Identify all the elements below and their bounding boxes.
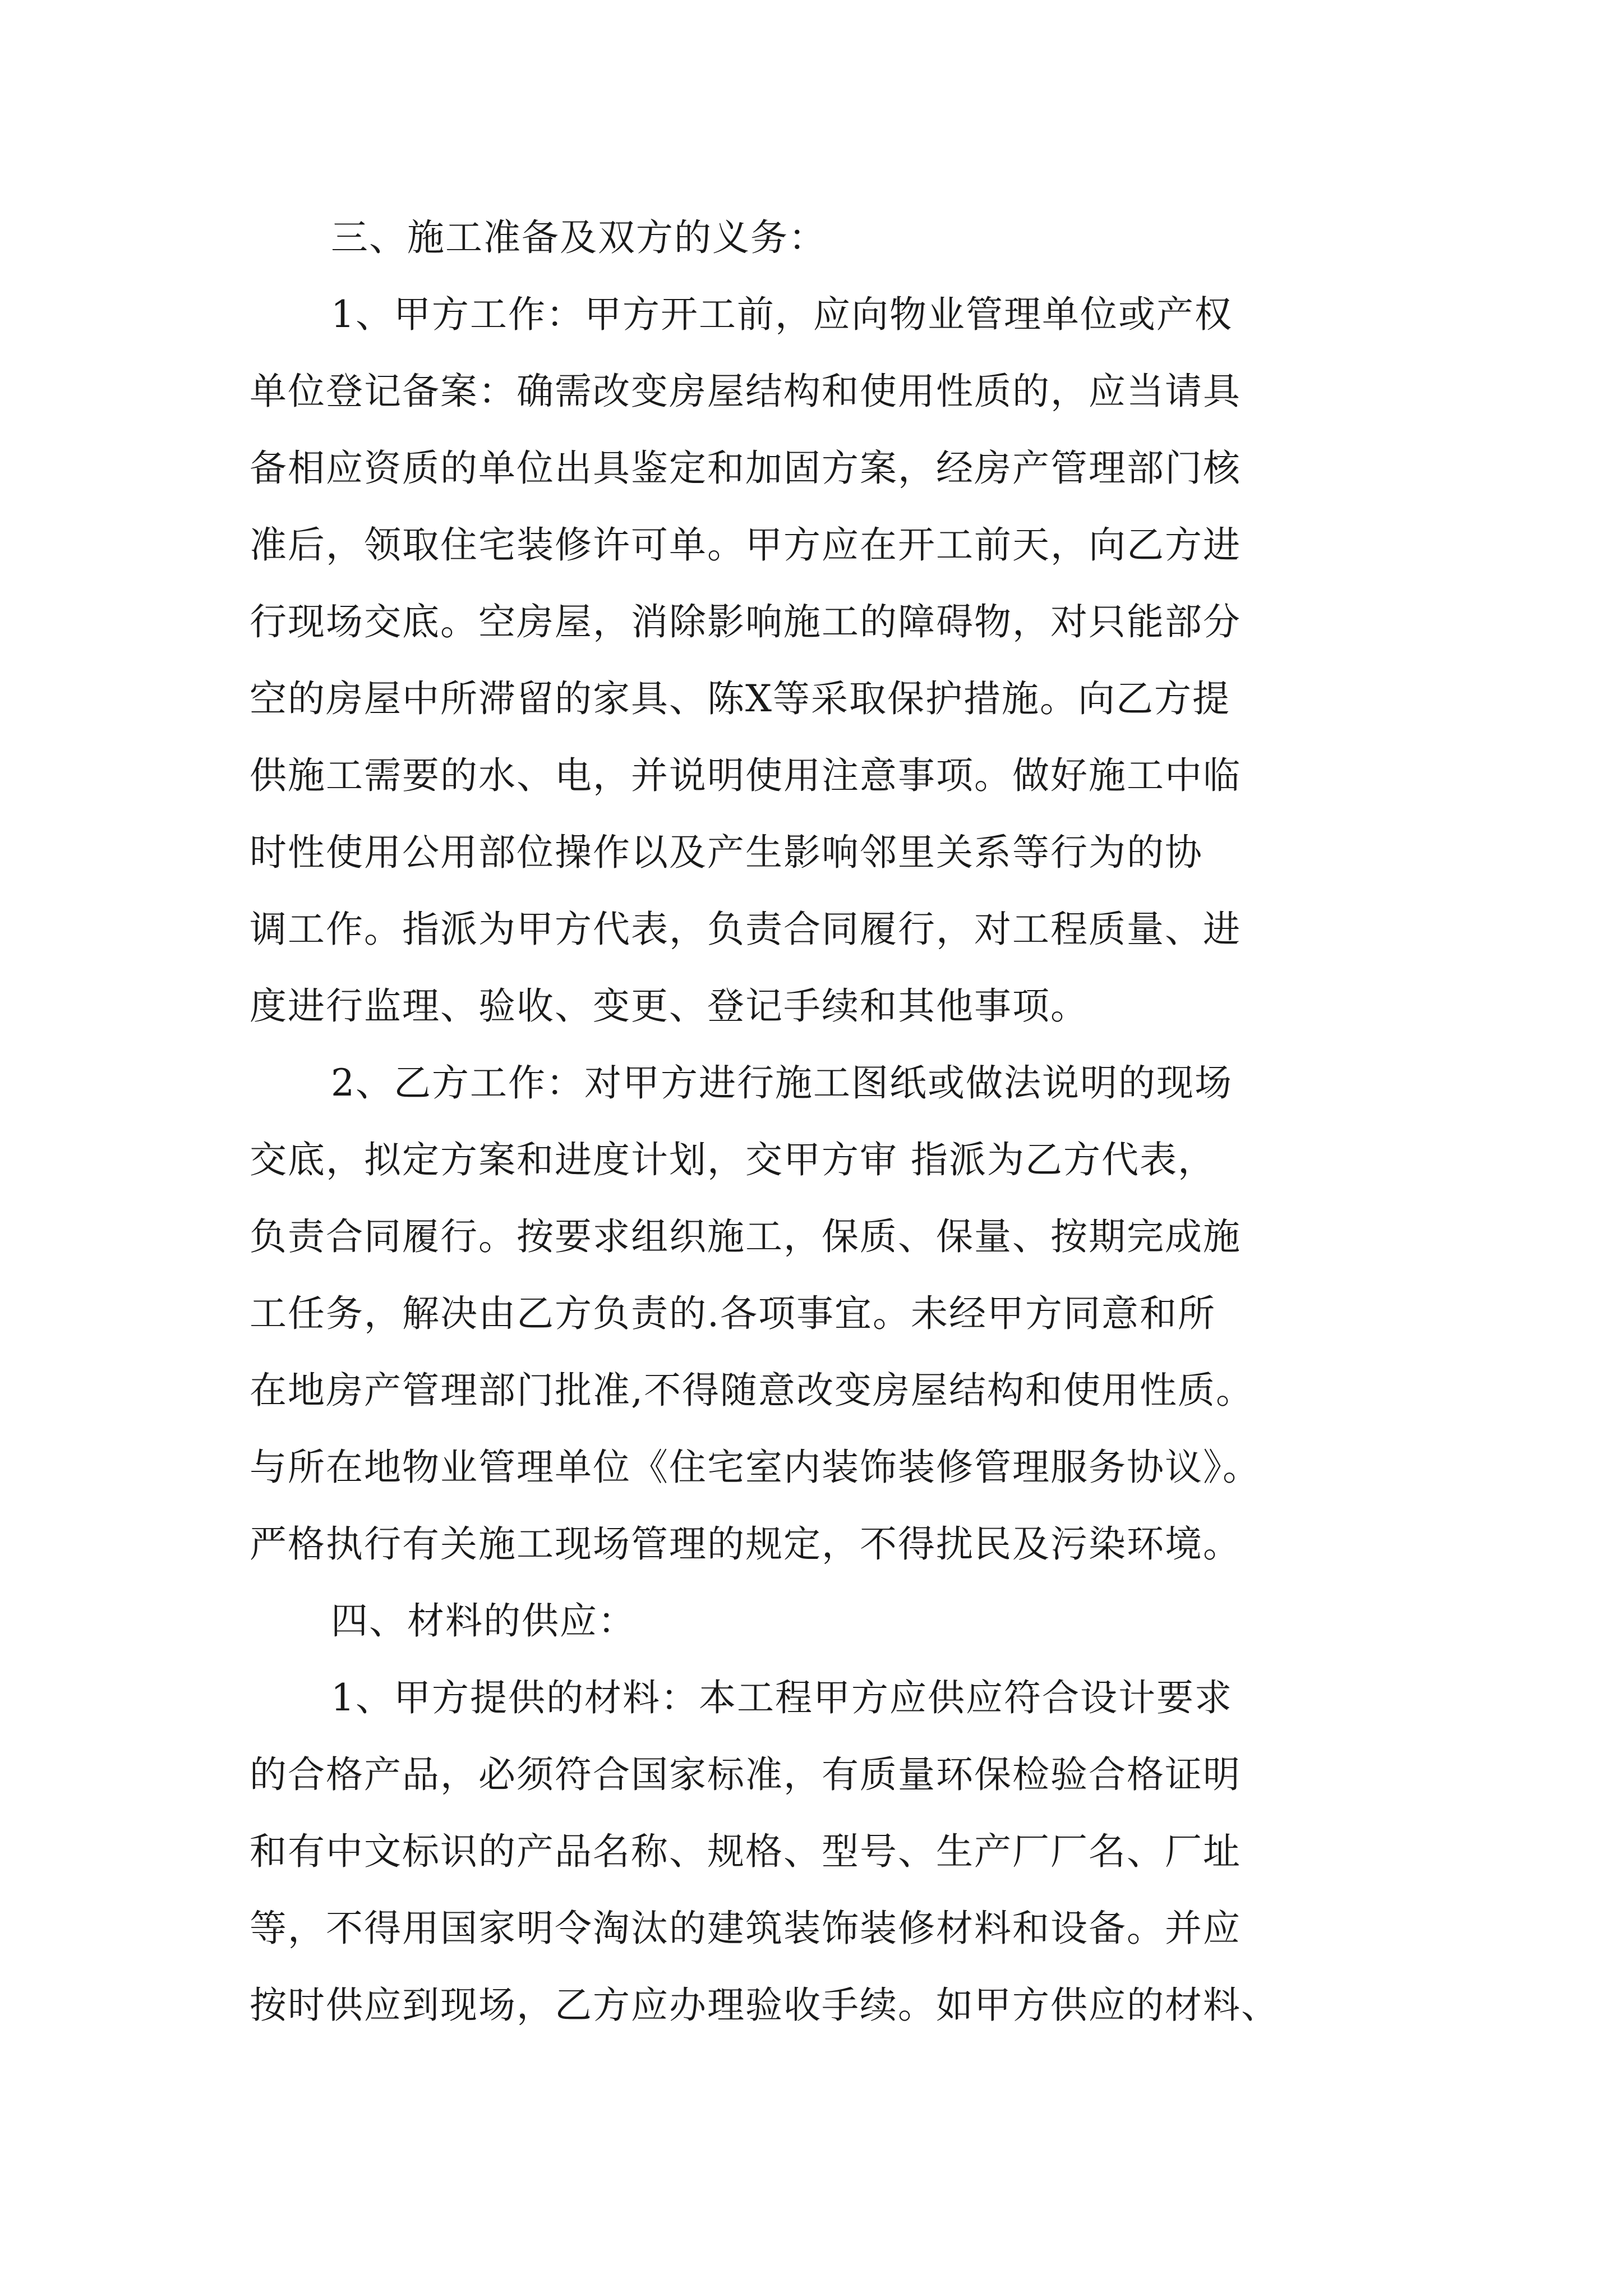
paragraph-line: 1、甲方工作：甲方开工前，应向物业管理单位或产权	[331, 293, 1233, 336]
document-body	[250, 199, 1380, 2044]
paragraph-line: 调工作。指派为甲方代表，负责合同履行，对工程质量、进	[250, 908, 1241, 951]
paragraph-line: 的合格产品，必须符合国家标准，有质量环保检验合格证明	[250, 1753, 1241, 1796]
paragraph-line: 在地房产管理部门批准,不得随意改变房屋结构和使用性质。	[250, 1369, 1254, 1412]
paragraph-line: 和有中文标识的产品名称、规格、型号、生产厂厂名、厂址	[250, 1830, 1241, 1873]
paragraph-line: 度进行监理、验收、变更、登记手续和其他事项。	[250, 984, 1089, 1028]
section-heading-3: 三、施工准备及双方的义务：	[331, 216, 827, 259]
paragraph-line: 负责合同履行。按要求组织施工，保质、保量、按期完成施	[250, 1215, 1241, 1258]
paragraph-line: 行现场交底。空房屋，消除影响施工的障碍物，对只能部分	[250, 600, 1241, 643]
paragraph-line: 1、甲方提供的材料：本工程甲方应供应符合设计要求	[331, 1676, 1233, 1719]
paragraph-line: 备相应资质的单位出具鉴定和加固方案，经房产管理部门核	[250, 447, 1241, 490]
paragraph-line: 工任务，解决由乙方负责的.各项事宜。未经甲方同意和所	[250, 1292, 1216, 1335]
paragraph-line: 2、乙方工作：对甲方进行施工图纸或做法说明的现场	[331, 1061, 1233, 1105]
section-heading-4: 四、材料的供应：	[331, 1599, 636, 1642]
paragraph-line: 单位登记备案：确需改变房屋结构和使用性质的，应当请具	[250, 370, 1241, 413]
paragraph-line: 与所在地物业管理单位《住宅室内装饰装修管理服务协议》。	[250, 1446, 1261, 1489]
paragraph-line: 供施工需要的水、电，并说明使用注意事项。做好施工中临	[250, 754, 1241, 797]
paragraph-line: 时性使用公用部位操作以及产生影响邻里关系等行为的协	[250, 831, 1203, 874]
paragraph-line: 空的房屋中所滞留的家具、陈X等采取保护措施。向乙方提	[250, 677, 1230, 720]
paragraph-line: 严格执行有关施工现场管理的规定，不得扰民及污染环境。	[250, 1522, 1241, 1566]
paragraph-line: 准后，领取住宅装修许可单。甲方应在开工前天，向乙方进	[250, 523, 1241, 567]
paragraph-line: 交底，拟定方案和进度计划，交甲方审 指派为乙方代表，	[250, 1138, 1216, 1181]
paragraph-line: 等，不得用国家明令淘汰的建筑装饰装修材料和设备。并应	[250, 1907, 1241, 1950]
paragraph-line: 按时供应到现场，乙方应办理验收手续。如甲方供应的材料、	[250, 1984, 1279, 2027]
